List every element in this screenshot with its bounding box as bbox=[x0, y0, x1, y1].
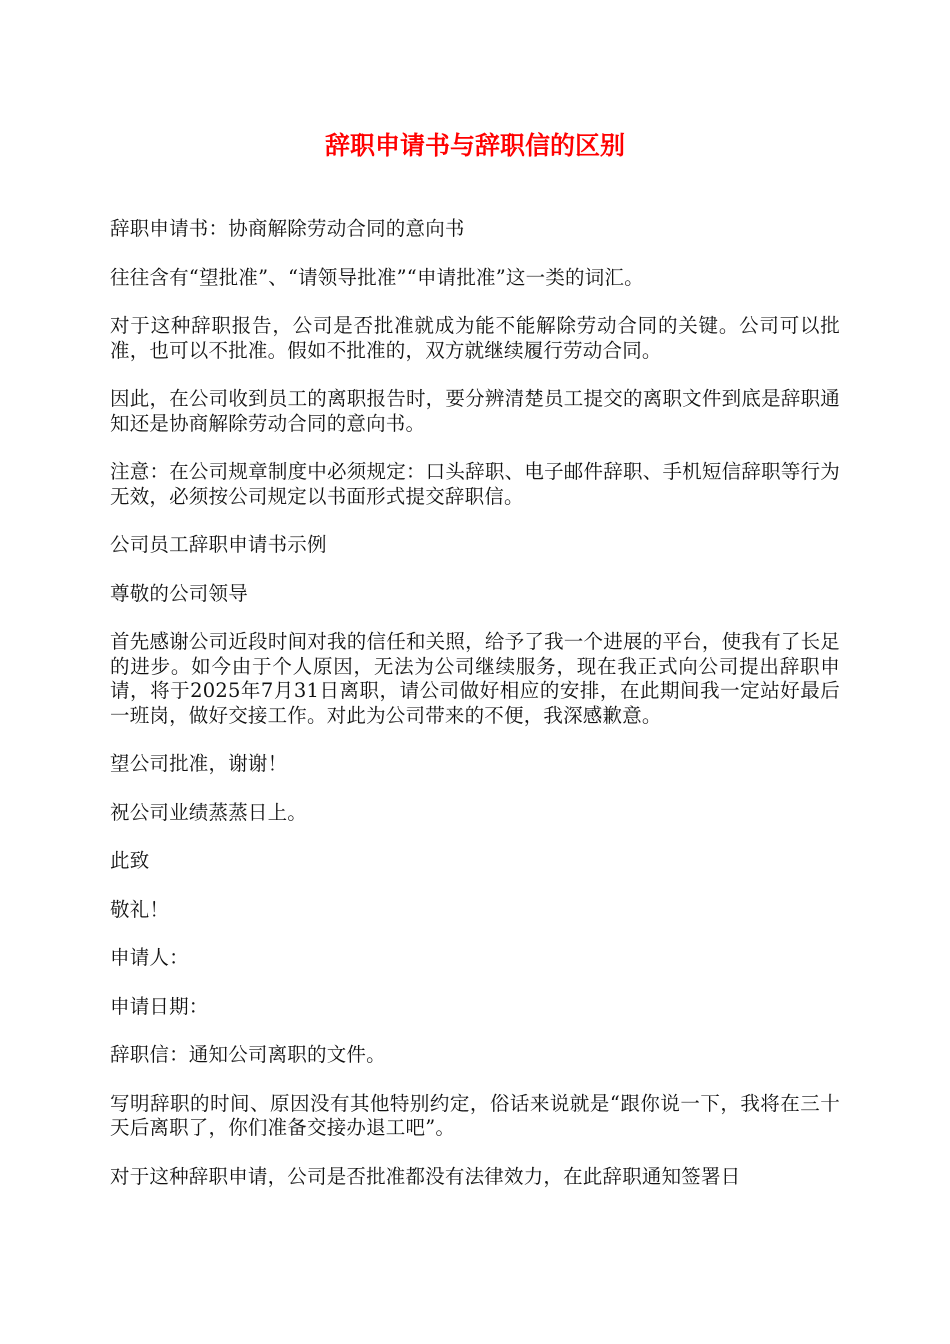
paragraph-5: 注意：在公司规章制度中必须规定：口头辞职、电子邮件辞职、手机短信辞职等行为无效，必须按公司规定以书面形式提交辞职信。 bbox=[110, 460, 840, 508]
document-title: 辞职申请书与辞职信的区别 bbox=[324, 131, 625, 160]
paragraph-2: 往往含有“望批准”、“请领导批准”“申请批准”这一类的词汇。 bbox=[110, 265, 644, 289]
paragraph-14: 申请日期： bbox=[110, 994, 209, 1018]
paragraph-16: 写明辞职的时间、原因没有其他特别约定，俗话来说就是“跟你说一下，我将在三十天后离职了，你们准备交接办退工吧”。 bbox=[110, 1091, 840, 1139]
paragraph-8: 首先感谢公司近段时间对我的信任和关照，给予了我一个进展的平台，使我有了长足的进步。如今由于个人原因，无法为公司继续服务，现在我正式向公司提出辞职申请，将于2025年7月31日离职，请公司做好相应的安排，在此期间我一定站好最后一班岗，做好交接工作。对此为公司带来的不便，我深感歉意。 bbox=[110, 630, 840, 727]
paragraph-11: 此致 bbox=[110, 849, 150, 872]
paragraph-6: 公司员工辞职申请书示例 bbox=[110, 533, 327, 556]
paragraph-12: 敬礼！ bbox=[110, 897, 170, 921]
paragraph-7: 尊敬的公司领导 bbox=[110, 581, 248, 605]
document-body bbox=[110, 217, 840, 1213]
paragraph-4: 因此，在公司收到员工的离职报告时，要分辨清楚员工提交的离职文件到底是辞职通知还是协商解除劳动合同的意向书。 bbox=[110, 387, 840, 435]
paragraph-17: 对于这种辞职申请，公司是否批准都没有法律效力，在此辞职通知签署日 bbox=[110, 1164, 741, 1188]
paragraph-15: 辞职信：通知公司离职的文件。 bbox=[110, 1043, 386, 1066]
paragraph-9: 望公司批准，谢谢！ bbox=[110, 752, 288, 775]
paragraph-10: 祝公司业绩蒸蒸日上。 bbox=[110, 800, 308, 824]
paragraph-3: 对于这种辞职报告，公司是否批准就成为能不能解除劳动合同的关键。公司可以批准，也可以不批准。假如不批准的，双方就继续履行劳动合同。 bbox=[110, 314, 840, 362]
paragraph-13: 申请人： bbox=[110, 946, 189, 969]
paragraph-1: 辞职申请书：协商解除劳动合同的意向书 bbox=[110, 217, 465, 240]
